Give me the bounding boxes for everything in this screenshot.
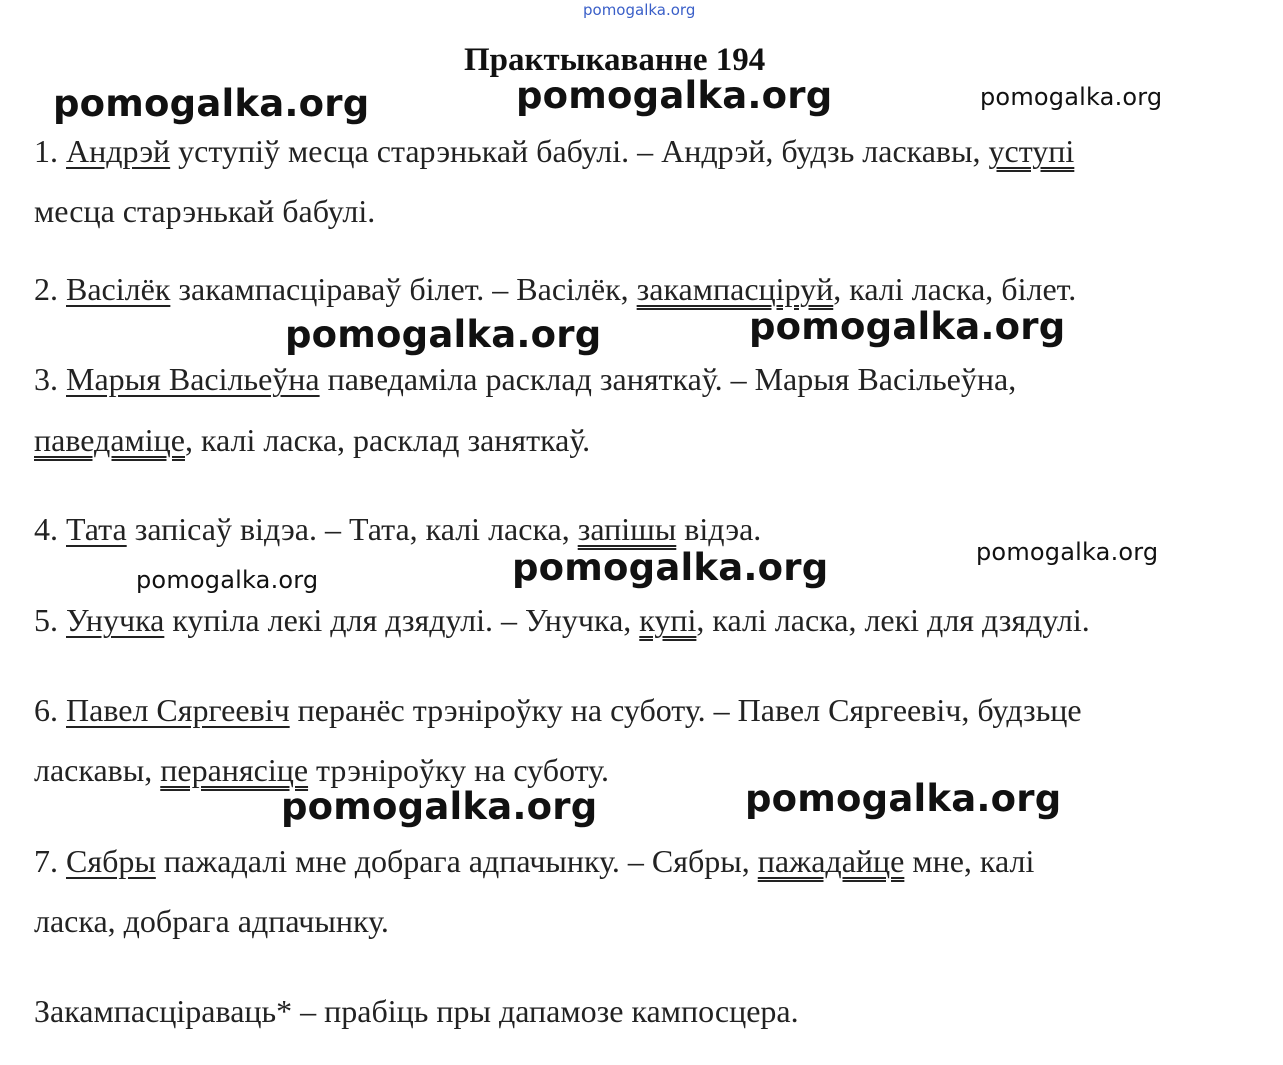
- subject-underline: Марыя Васільеўна: [66, 361, 320, 397]
- watermark: pomogalka.org: [976, 538, 1159, 566]
- predicate-underline: паведаміце: [34, 422, 185, 458]
- predicate-underline: закампасціруй: [636, 271, 834, 307]
- watermark: pomogalka.org: [980, 83, 1163, 111]
- watermark: pomogalka.org: [516, 74, 833, 117]
- predicate-underline: пажадайце: [757, 843, 905, 879]
- sentence-3-line-1: 3. Марыя Васільеўна паведаміла расклад заняткаў. – Марыя Васільеўна,: [34, 361, 1017, 397]
- sentence-6-line-2: ласкавы, перанясіце трэніроўку на суботу.: [34, 752, 609, 788]
- sentence-6-line-1: 6. Павел Сяргеевіч перанёс трэніроўку на суботу. – Павел Сяргеевіч, будзьце: [34, 692, 1082, 728]
- watermark: pomogalka.org: [136, 566, 319, 594]
- sentence-2-line-1: 2. Васілёк закампасціраваў білет. – Васілёк, закампасціруй, калі ласка, білет.: [34, 271, 1077, 307]
- top-watermark: pomogalka.org: [583, 1, 696, 19]
- sentence-1-line-1: 1. Андрэй уступіў месца старэнькай бабулі. – Андрэй, будзь ласкавы, уступі: [34, 133, 1075, 169]
- watermark: pomogalka.org: [512, 546, 829, 589]
- subject-underline: Андрэй: [66, 133, 171, 169]
- sentence-3-line-2: паведаміце, калі ласка, расклад заняткаў.: [34, 422, 591, 458]
- subject-underline: Сябры: [66, 843, 156, 879]
- subject-underline: Васілёк: [66, 271, 171, 307]
- sentence-7-line-2: ласка, добрага адпачынку.: [34, 903, 389, 939]
- predicate-underline: запішы: [577, 511, 677, 547]
- subject-underline: Унучка: [66, 602, 165, 638]
- watermark: pomogalka.org: [285, 313, 602, 356]
- watermark: pomogalka.org: [749, 305, 1066, 348]
- watermark: pomogalka.org: [281, 785, 598, 828]
- subject-underline: Тата: [66, 511, 127, 547]
- sentence-5-line-1: 5. Унучка купіла лекі для дзядулі. – Унучка, купі, калі ласка, лекі для дзядулі.: [34, 602, 1090, 638]
- predicate-underline: перанясіце: [160, 752, 309, 788]
- subject-underline: Павел Сяргеевіч: [66, 692, 290, 728]
- watermark: pomogalka.org: [53, 82, 370, 125]
- sentence-4-line-1: 4. Тата запісаў відэа. – Тата, калі ласка, запішы відэа.: [34, 511, 762, 547]
- watermark: pomogalka.org: [745, 777, 1062, 820]
- sentence-1-line-2: месца старэнькай бабулі.: [34, 193, 376, 229]
- predicate-underline: уступі: [988, 133, 1075, 169]
- predicate-underline: купі: [639, 602, 697, 638]
- page-title: Практыкаванне 194: [464, 42, 766, 78]
- sentence-7-line-1: 7. Сябры пажадалі мне добрага адпачынку. – Сябры, пажадайце мне, калі: [34, 843, 1035, 879]
- footnote: Закампасціраваць* – прабіць пры дапамозе кампосцера.: [34, 993, 799, 1029]
